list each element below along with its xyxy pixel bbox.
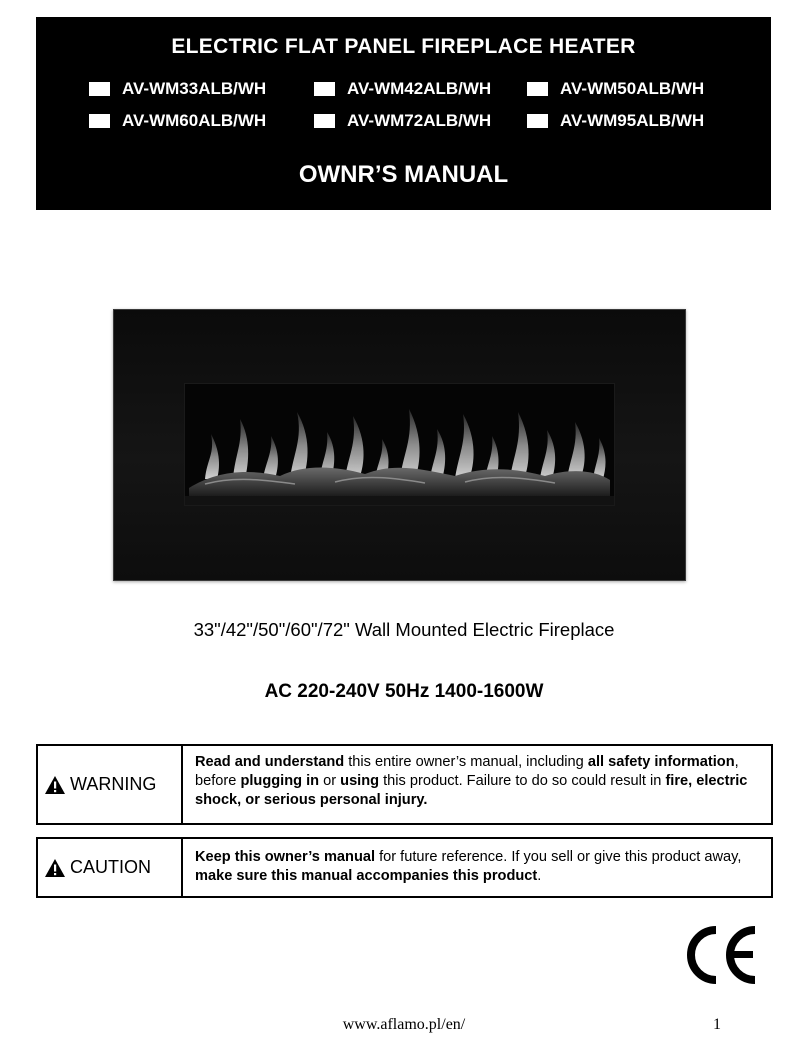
manual-title: OWNR’S MANUAL — [298, 161, 509, 188]
model-label: AV-WM42ALB/WH — [347, 79, 492, 98]
model-label: AV-WM60ALB/WH — [122, 111, 267, 130]
warning-label: WARNING — [70, 774, 157, 794]
emphasis-text: make sure this manual accompanies this product — [195, 868, 538, 884]
model-checkbox — [89, 79, 266, 99]
warning-label-cell — [38, 746, 183, 823]
warning-triangle-icon — [44, 775, 66, 795]
emphasis-text: Read and understand — [195, 754, 345, 770]
flames-illustration — [185, 384, 614, 505]
checkbox-icon — [314, 114, 335, 128]
document-title: ELECTRIC FLAT PANEL FIREPLACE HEATER — [171, 35, 636, 58]
model-checkbox — [314, 79, 491, 99]
model-label: AV-WM95ALB/WH — [560, 111, 705, 130]
body-text: or — [319, 773, 341, 789]
emphasis-text: fire, electric shock, or serious personal injury. — [195, 773, 748, 808]
checkbox-icon — [527, 82, 548, 96]
warning-triangle-icon — [44, 858, 66, 878]
emphasis-text: plugging in — [240, 773, 320, 789]
warning-text — [183, 746, 771, 823]
model-label: AV-WM33ALB/WH — [122, 79, 267, 98]
caution-label: CAUTION — [70, 857, 151, 877]
checkbox-icon — [89, 114, 110, 128]
header-banner — [36, 17, 771, 210]
model-checkbox — [527, 79, 704, 99]
model-checkbox — [314, 111, 491, 131]
fireplace-product-image — [113, 309, 686, 581]
product-subtitle: 33"/42"/50"/60"/72" Wall Mounted Electric Fireplace — [193, 619, 615, 640]
emphasis-text: using — [340, 773, 380, 789]
model-checkbox — [527, 111, 704, 131]
page-number: 1 — [713, 1016, 721, 1033]
ce-mark-logo — [683, 924, 763, 986]
body-text: , before — [195, 754, 739, 789]
model-checkbox — [89, 111, 266, 131]
body-text: this product. Failure to do so could result in — [379, 773, 666, 789]
fireplace-flame-window — [184, 383, 615, 506]
warning-notice — [36, 744, 773, 825]
model-label: AV-WM50ALB/WH — [560, 79, 705, 98]
caution-notice — [36, 837, 773, 898]
footer-website: www.aflamo.pl/en/ — [342, 1016, 466, 1033]
body-text: . — [537, 868, 542, 884]
body-text: this entire owner’s manual, including — [344, 754, 588, 770]
body-text: for future reference. If you sell or give this product away, — [375, 849, 742, 865]
caution-label-cell — [38, 839, 183, 896]
caution-text — [183, 839, 771, 896]
checkbox-icon — [527, 114, 548, 128]
checkbox-icon — [314, 82, 335, 96]
checkbox-icon — [89, 82, 110, 96]
emphasis-text: all safety information — [587, 754, 735, 770]
emphasis-text: Keep this owner’s manual — [195, 849, 376, 865]
power-rating: AC 220-240V 50Hz 1400-1600W — [264, 681, 544, 702]
model-label: AV-WM72ALB/WH — [347, 111, 492, 130]
